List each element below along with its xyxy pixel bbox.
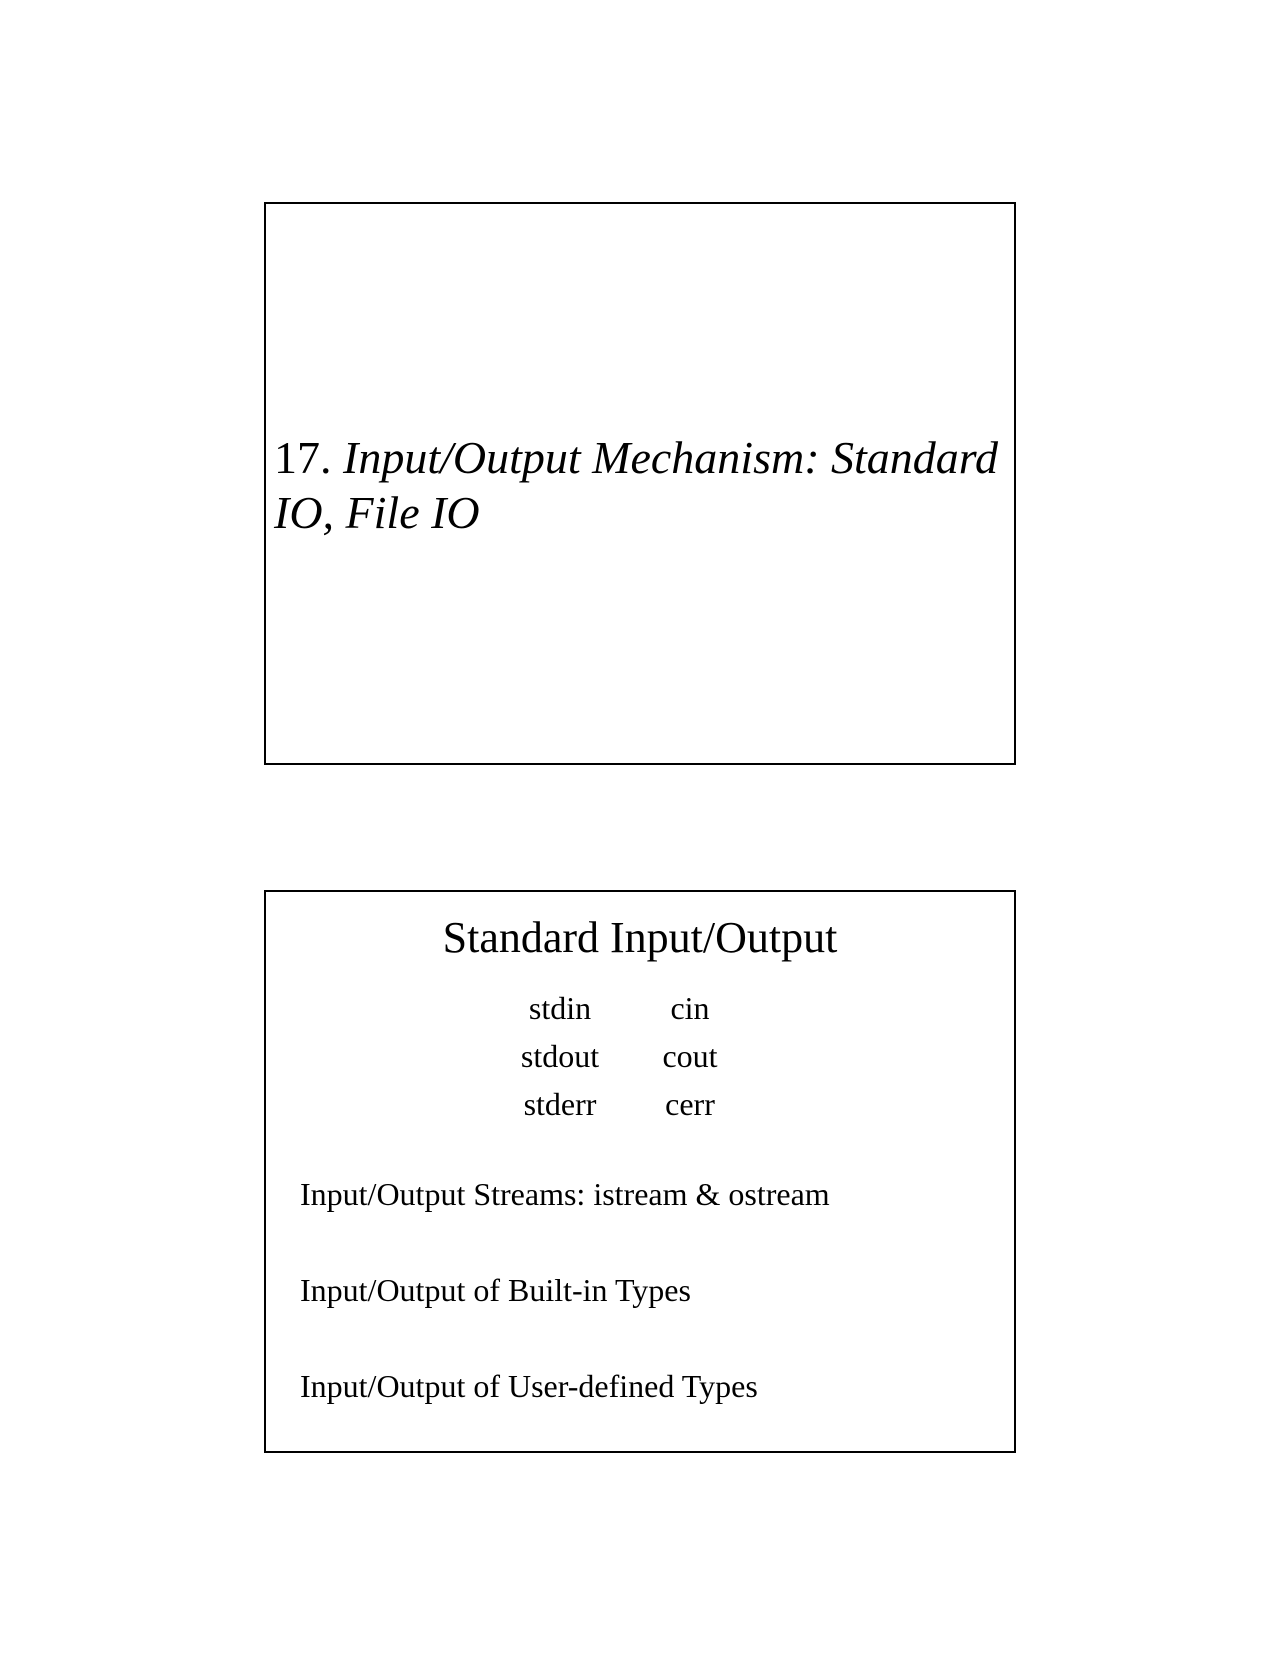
chapter-title [274,430,1014,540]
c-stream-name: stderr [523,1086,597,1122]
slide-standard-io-frame [264,890,1016,1453]
cpp-stream-name: cerr [665,1086,715,1122]
topic-item: Input/Output of Built-in Types [300,1272,691,1308]
stream-row [266,1080,1014,1128]
topic-item: Input/Output Streams: istream & ostream [300,1176,830,1212]
slide-title-frame [264,202,1016,765]
topic-item: Input/Output of User-defined Types [300,1368,758,1404]
cpp-stream-name: cout [662,1038,718,1074]
stream-table [266,984,1014,1128]
chapter-number: 17. [274,432,332,483]
chapter-title-text: Input/Output Mechanism: Standard IO, File IO [274,432,999,538]
stream-row [266,1032,1014,1080]
cpp-stream-name: cin [670,990,710,1026]
stream-row [266,984,1014,1032]
c-stream-name: stdout [520,1038,600,1074]
c-stream-name: stdin [528,990,592,1026]
slide-heading: Standard Input/Output [442,913,838,962]
